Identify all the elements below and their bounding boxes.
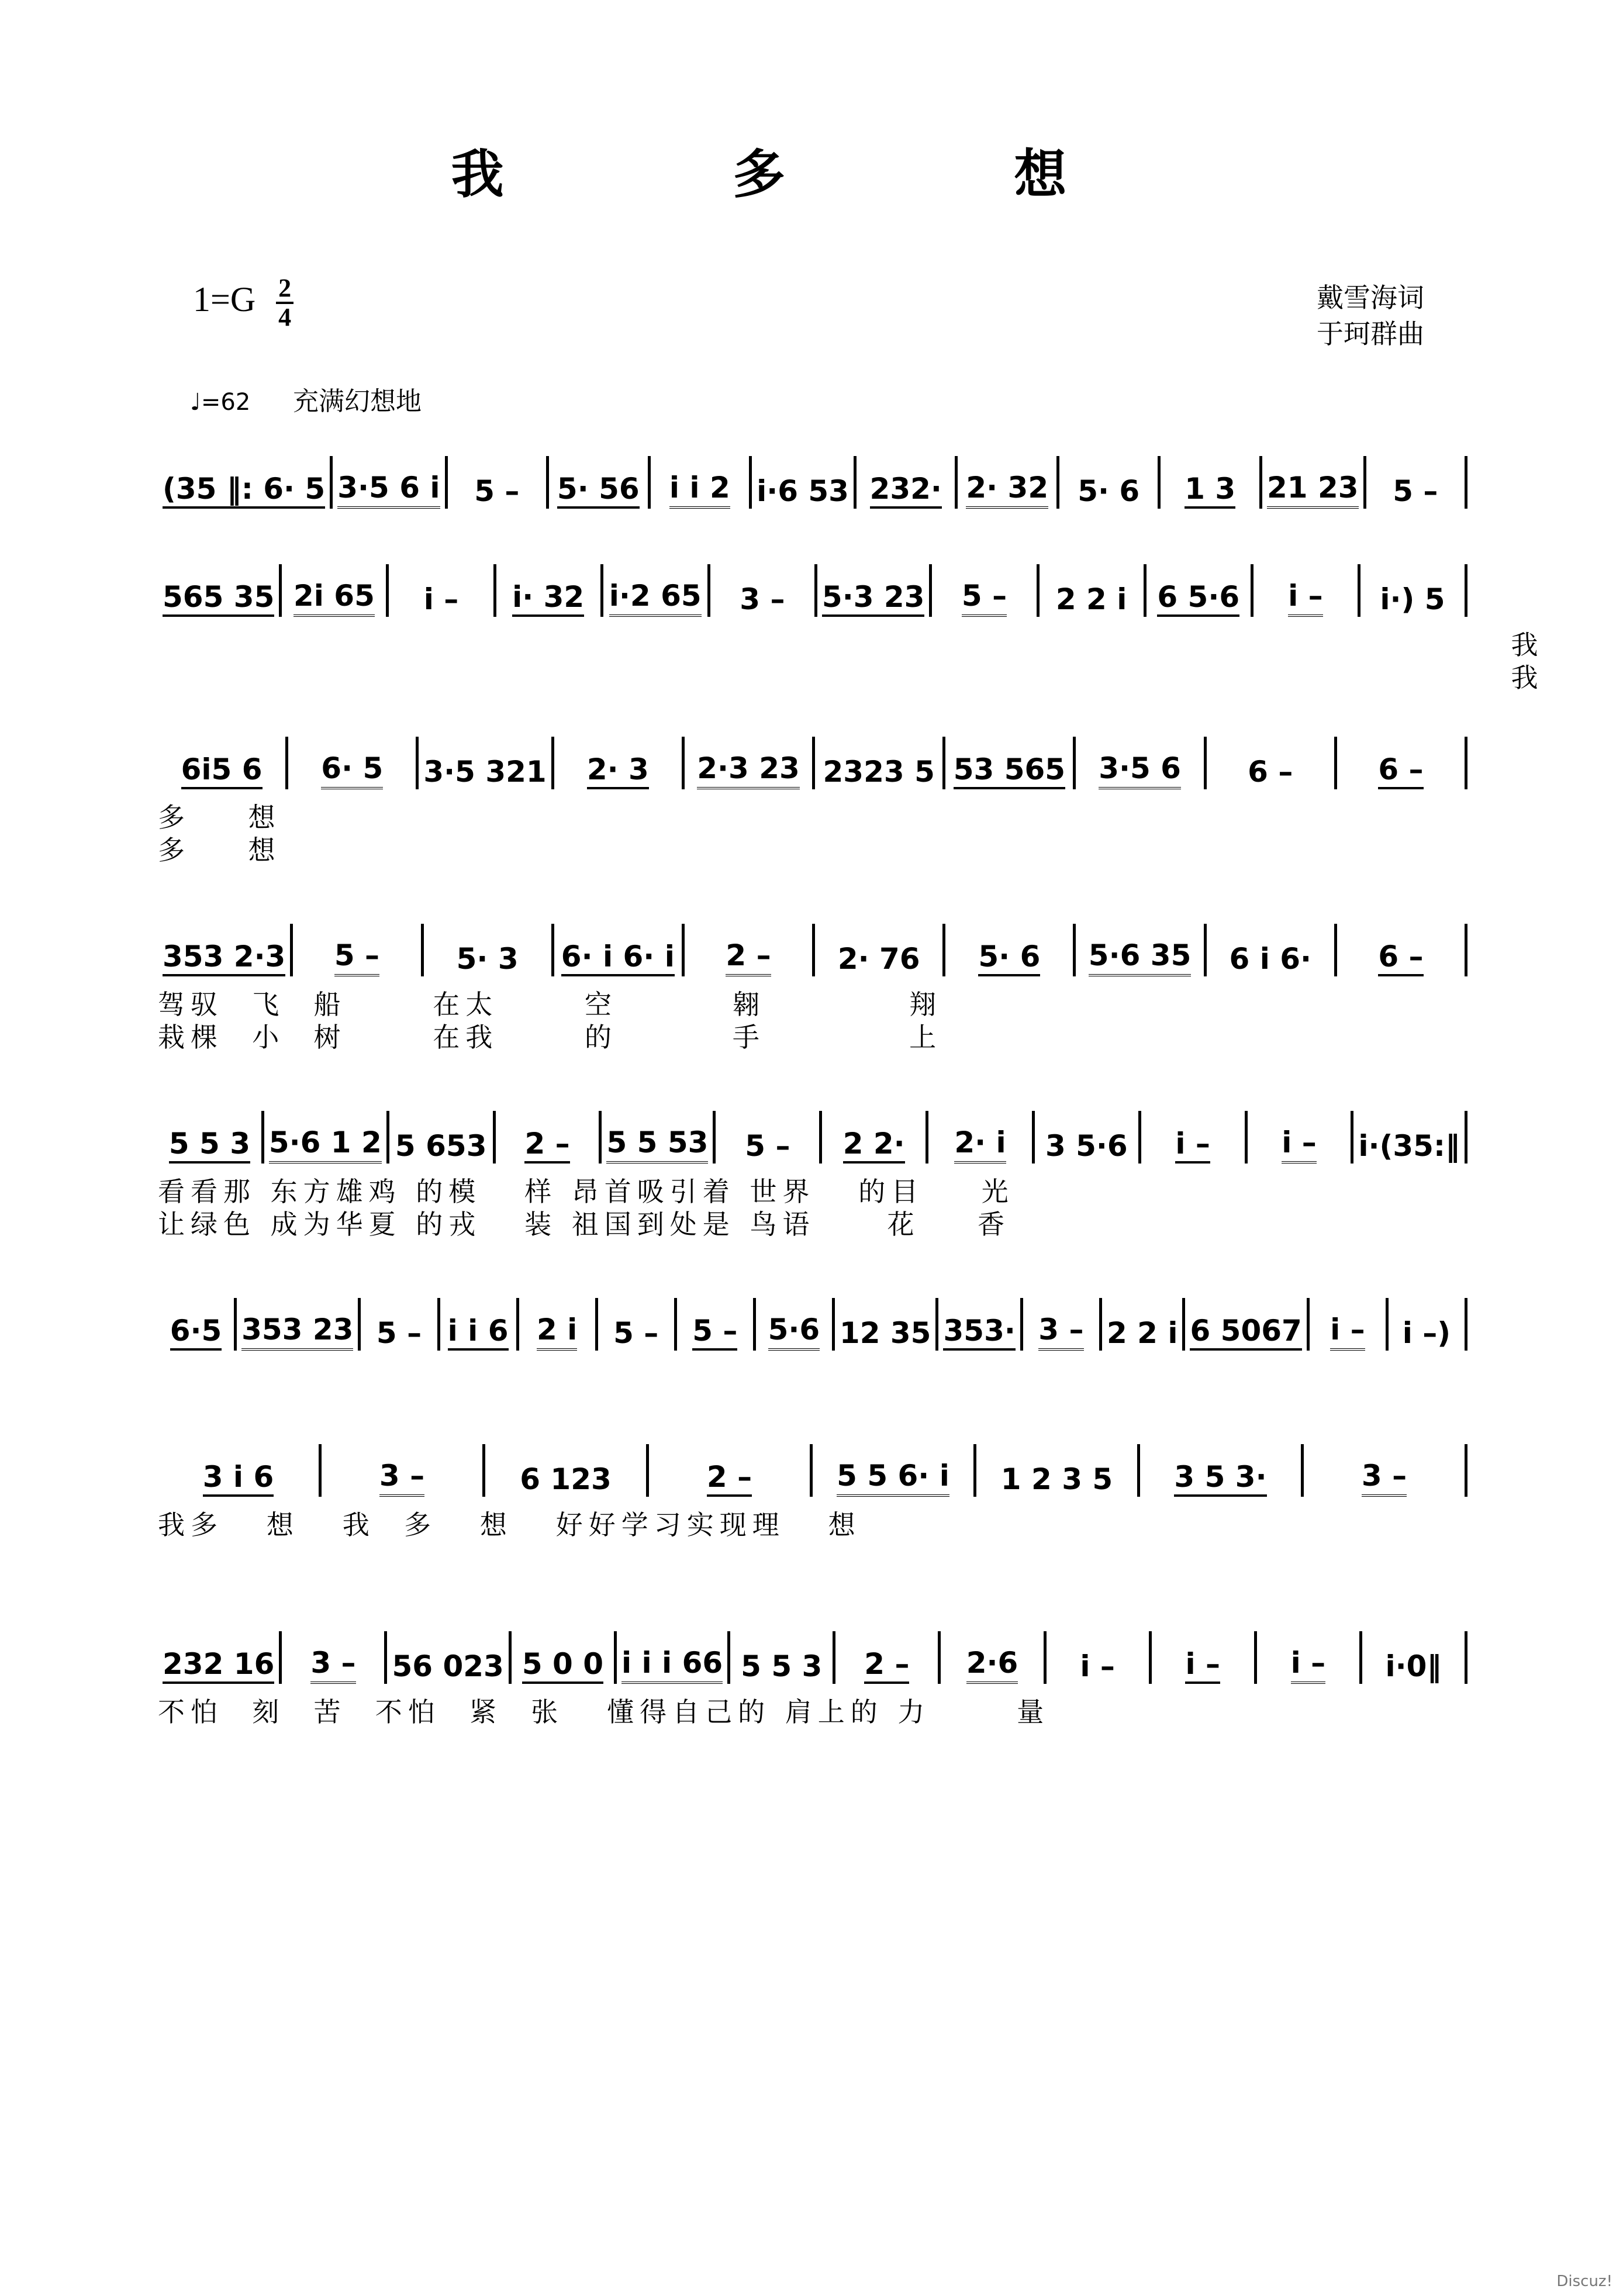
measure	[1161, 456, 1262, 509]
notes: 2 –	[864, 1646, 909, 1684]
time-signature	[276, 275, 293, 331]
measure	[282, 564, 389, 617]
measure	[158, 1631, 282, 1684]
notes: 2·3 23	[697, 751, 800, 789]
notes: 5 5 6· i	[837, 1458, 949, 1497]
measure	[1152, 1631, 1257, 1684]
staff-line-2	[158, 564, 1544, 694]
staff-line-5	[158, 1111, 1467, 1241]
notes: 353 23	[241, 1312, 353, 1351]
measure	[237, 1298, 361, 1351]
measure-row	[158, 456, 1467, 509]
lyric-line: 我多 想 我 多 想 好好学习实现理 想	[158, 1509, 861, 1541]
notes: 5· 3	[456, 942, 519, 976]
notes: 3·5 6	[1099, 751, 1181, 789]
measure	[938, 1298, 1023, 1351]
notes: i –	[1288, 578, 1323, 617]
measure	[710, 564, 817, 617]
measure-row	[158, 924, 1467, 976]
measure	[1253, 564, 1360, 617]
measure	[928, 1111, 1035, 1163]
lyric-line: 驾驭 飞 船 在太 空 翱 翔	[158, 989, 942, 1020]
notes: 6· i 6· i	[561, 939, 675, 976]
notes: i –	[1080, 1649, 1115, 1683]
notes: 5 5 3	[169, 1126, 250, 1163]
notes: 2· 32	[966, 470, 1048, 509]
notes: 5· 6	[978, 939, 1040, 976]
staff-line-6	[158, 1298, 1467, 1351]
staff-line-1	[158, 456, 1467, 509]
measure	[617, 1631, 730, 1684]
notes: 1 3	[1185, 471, 1235, 509]
notes: 3 5 3·	[1174, 1459, 1266, 1497]
notes: 5 –	[334, 938, 379, 976]
lyric-line: 我	[158, 629, 1544, 661]
measure	[1185, 1298, 1309, 1351]
notes: 3 –	[1362, 1458, 1407, 1497]
notes: 5 –	[692, 1313, 737, 1351]
key-text: 1=G	[193, 279, 256, 319]
notes: 2·6	[966, 1645, 1018, 1684]
measure	[361, 1298, 440, 1351]
notes: 3·5 321	[423, 755, 547, 789]
notes: i i 6	[448, 1313, 509, 1351]
notes: 5 653	[395, 1129, 487, 1163]
measure	[389, 1111, 496, 1163]
notes: 353 2·3	[163, 939, 285, 976]
measure	[389, 564, 496, 617]
notes: 5· 56	[557, 471, 640, 509]
measure-row	[158, 1298, 1467, 1351]
tempo-marking	[190, 380, 422, 417]
measure	[554, 924, 685, 976]
measure	[716, 1111, 822, 1163]
notes: 5·3 23	[822, 579, 925, 617]
notes: i –	[1282, 1125, 1317, 1163]
notes: 6 5·6	[1157, 579, 1239, 617]
measure	[448, 456, 550, 509]
watermark: Discuz!	[1556, 2273, 1612, 2290]
notes: 5 5 53	[606, 1125, 708, 1163]
notes: i –	[1175, 1126, 1210, 1163]
measure	[1360, 564, 1467, 617]
notes: 5 –	[613, 1316, 659, 1350]
measure	[1059, 456, 1161, 509]
notes: 56 023	[392, 1649, 504, 1683]
measure	[677, 1298, 756, 1351]
notes: 6 –	[1378, 939, 1423, 976]
lyric-line: 不怕 刻 苦 不怕 紧 张 懂得自己的 肩上的 力 量	[158, 1696, 1050, 1728]
notes: 12 35	[839, 1316, 931, 1350]
measure	[158, 1111, 264, 1163]
measure	[1389, 1298, 1467, 1351]
measure	[1262, 456, 1366, 509]
notes: 3 –	[310, 1645, 355, 1684]
notes: i·) 5	[1380, 582, 1445, 616]
key-signature	[193, 275, 293, 331]
notes: 6 5067	[1190, 1313, 1301, 1351]
measure	[1076, 737, 1206, 789]
notes: 5 0 0	[522, 1646, 603, 1684]
measure	[815, 737, 945, 789]
measure	[496, 1111, 602, 1163]
lyric-line: 我	[158, 662, 1544, 693]
notes: 3 –	[379, 1458, 424, 1497]
notes: 2 2 i	[1106, 1316, 1178, 1350]
measure	[602, 1111, 716, 1163]
notes: 6 –	[1248, 755, 1293, 789]
notes: 53 565	[954, 752, 1065, 789]
staff-line-4	[158, 924, 1467, 1054]
notes: 2 2 i	[1055, 582, 1127, 616]
notes: (35 ‖: 6· 5	[163, 471, 325, 509]
measure	[158, 1444, 322, 1497]
notes: 2 –	[524, 1126, 569, 1163]
lyric-line: 看看那 东方雄鸡 的模 样 昂首吸引着 世界 的目 光	[158, 1176, 1014, 1207]
measure	[419, 737, 554, 789]
measure	[1076, 924, 1206, 976]
measure	[496, 564, 603, 617]
staff-line-3	[158, 737, 1467, 866]
measure	[1040, 564, 1147, 617]
notes: 6 123	[520, 1462, 612, 1496]
notes: 6 i 6·	[1229, 942, 1312, 976]
measure	[485, 1444, 649, 1497]
credits	[1317, 279, 1424, 352]
measure	[835, 1298, 939, 1351]
notes: 21 23	[1267, 470, 1359, 509]
measure-row	[158, 564, 1467, 617]
measure	[158, 564, 282, 617]
measure	[1023, 1298, 1102, 1351]
notes: 2· i	[954, 1125, 1006, 1163]
notes: 2323 5	[823, 755, 935, 789]
measure	[1366, 456, 1468, 509]
measure	[685, 737, 815, 789]
measure	[158, 924, 293, 976]
staff-line-7	[158, 1444, 1467, 1541]
measure	[512, 1631, 617, 1684]
measure	[1310, 1298, 1389, 1351]
measure	[1362, 1631, 1467, 1684]
notes: 6 –	[1378, 752, 1423, 789]
measure	[387, 1631, 511, 1684]
measure	[322, 1444, 485, 1497]
measure	[1140, 1444, 1304, 1497]
measure-row	[158, 1631, 1467, 1684]
notes: 2 –	[726, 938, 771, 976]
measure	[1102, 1298, 1186, 1351]
notes: 3 –	[740, 582, 785, 616]
measure-row	[158, 1111, 1467, 1163]
measure	[1248, 1111, 1354, 1163]
notes: i –	[1185, 1646, 1220, 1684]
notes: 353·	[943, 1313, 1015, 1351]
time-top: 2	[276, 275, 293, 304]
measure	[958, 456, 1059, 509]
notes: 5 5 3	[741, 1649, 823, 1683]
measure	[1141, 1111, 1248, 1163]
measure	[857, 456, 958, 509]
measure	[1337, 924, 1467, 976]
notes: 3·5 6 i	[337, 470, 440, 509]
lyric-line: 多 想	[158, 834, 281, 866]
measure	[424, 924, 554, 976]
notes: 6·5	[170, 1313, 222, 1351]
lyric-line: 栽棵 小 树 在我 的 手 上	[158, 1021, 942, 1053]
measure	[932, 564, 1039, 617]
measure	[158, 1298, 237, 1351]
measure	[333, 456, 447, 509]
measure	[1035, 1111, 1141, 1163]
measure	[158, 737, 288, 789]
notes: i· 32	[512, 579, 584, 617]
measure	[1207, 737, 1337, 789]
notes: 2· 76	[837, 942, 920, 976]
measure	[651, 456, 752, 509]
measure	[1337, 737, 1467, 789]
measure	[1207, 924, 1337, 976]
notes: 5· 6	[1078, 474, 1140, 508]
notes: i·(35:‖	[1358, 1129, 1460, 1163]
measure	[813, 1444, 976, 1497]
measure	[519, 1298, 598, 1351]
notes: i·6 53	[757, 474, 849, 508]
measure-row	[158, 737, 1467, 789]
notes: i i i 66	[621, 1645, 723, 1684]
notes: 2 2·	[843, 1126, 905, 1163]
notes: i –	[1330, 1312, 1365, 1351]
notes: 5 –	[745, 1129, 790, 1163]
notes: 2i 65	[293, 578, 375, 617]
measure	[554, 737, 685, 789]
time-bottom: 4	[278, 303, 292, 332]
notes: 232 16	[163, 1646, 274, 1684]
notes: 3 i 6	[203, 1459, 274, 1497]
measure	[1304, 1444, 1467, 1497]
measure	[752, 456, 857, 509]
notes: 232·	[870, 471, 942, 509]
notes: 5 –	[474, 474, 520, 508]
notes: 5·6	[768, 1312, 820, 1351]
measure	[549, 456, 651, 509]
measure	[822, 1111, 928, 1163]
measure	[976, 1444, 1140, 1497]
notes: 5·6 1 2	[269, 1125, 382, 1163]
tempo-value: ♩=62	[190, 389, 251, 416]
measure	[835, 1631, 941, 1684]
notes: i –)	[1402, 1316, 1451, 1350]
notes: 5 –	[1393, 474, 1438, 508]
measure	[941, 1631, 1046, 1684]
notes: i·2 65	[609, 578, 702, 617]
song-title: 我 多 想	[451, 143, 1172, 205]
notes: 2· 3	[587, 752, 649, 789]
notes: 6i5 6	[181, 752, 263, 789]
notes: 5 –	[376, 1316, 422, 1350]
notes: 3 –	[1038, 1312, 1083, 1351]
notes: i i 2	[669, 470, 730, 509]
measure	[815, 924, 945, 976]
notes: 5·6 35	[1089, 938, 1192, 976]
measure	[1353, 1111, 1467, 1163]
measure	[945, 924, 1076, 976]
notes: i –	[423, 582, 459, 616]
notes: 1 2 3 5	[1000, 1462, 1113, 1496]
composer: 于珂群曲	[1317, 318, 1424, 350]
measure-row	[158, 1444, 1467, 1497]
measure	[817, 564, 933, 617]
measure	[649, 1444, 813, 1497]
staff-line-8	[158, 1631, 1467, 1728]
mood-text: 充满幻想地	[293, 386, 422, 416]
measure	[288, 737, 419, 789]
notes: 5 –	[962, 578, 1007, 617]
measure	[264, 1111, 389, 1163]
measure	[756, 1298, 835, 1351]
lyricist: 戴雪海词	[1317, 282, 1424, 313]
notes: 6· 5	[321, 751, 383, 789]
measure	[945, 737, 1076, 789]
measure	[685, 924, 815, 976]
measure	[603, 564, 710, 617]
measure	[1047, 1631, 1152, 1684]
measure	[598, 1298, 677, 1351]
notes: i –	[1291, 1645, 1326, 1684]
lyric-line: 多 想	[158, 802, 281, 833]
notes: 565 35	[163, 579, 274, 617]
measure	[282, 1631, 387, 1684]
measure	[1147, 564, 1253, 617]
lyric-line: 让绿色 成为华夏 的戎 装 祖国到处是 鸟语 花 香	[158, 1209, 1010, 1240]
notes: i·0‖	[1385, 1649, 1442, 1683]
notes: 2 i	[537, 1312, 577, 1351]
measure	[158, 456, 333, 509]
measure	[1257, 1631, 1362, 1684]
notes: 3 5·6	[1045, 1129, 1128, 1163]
measure	[730, 1631, 835, 1684]
measure	[293, 924, 423, 976]
notes: 2 –	[707, 1459, 752, 1497]
measure	[440, 1298, 519, 1351]
